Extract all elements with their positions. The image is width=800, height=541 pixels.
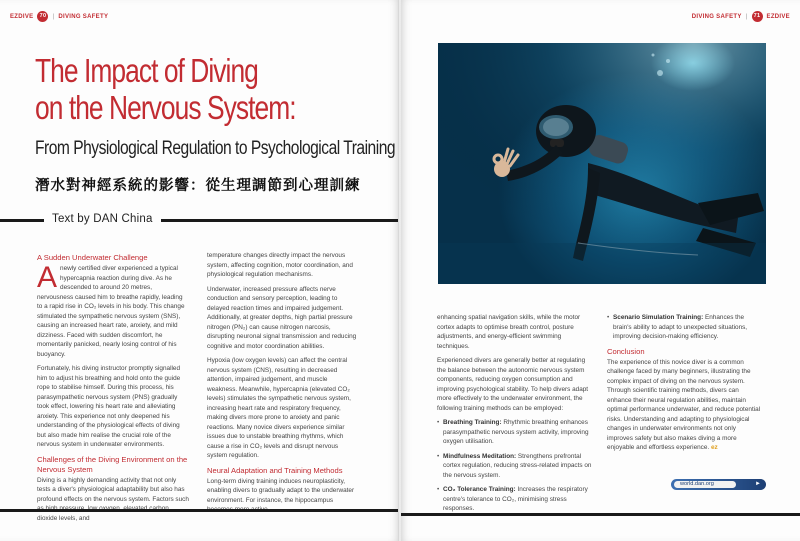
brand-label: EZDIVE <box>766 13 790 20</box>
training-methods-list <box>437 418 592 514</box>
article-title: The Impact of Diving on the Nervous System: <box>35 52 296 126</box>
article-title-chinese: 潛水對神經系統的影響：從生理調節到心理訓練 <box>35 177 361 194</box>
website-link[interactable] <box>671 479 766 490</box>
brand-label: EZDIVE <box>10 13 34 20</box>
list-item: • Mindfulness Meditation: Strengthens prefrontal cortex regulation, reducing stress-related impacts on the nervous system. <box>437 452 592 481</box>
left-page <box>0 0 399 541</box>
right-running-header: DIVING SAFETY | 71 EZDIVE <box>692 11 790 22</box>
bottom-rule <box>0 509 399 512</box>
column-2 <box>207 251 359 520</box>
paragraph: Fortunately, his diving instructor promptly signalled him to adjust his breathing and hold onto the guide rope to stabilise himself. During this process, his parasympathetic nervous system (PNS) gradually took effect, lowering his heart rate and alleviating anxiety. This experience not only deepened his understanding of the physiological effects of diving but also made him realise the crucial role of the nervous system in underwater environments. <box>37 365 181 448</box>
paragraph: Long-term diving training induces neuroplasticity, enabling divers to gradually adapt to the underwater environment. For instance, the hippocampus <box>207 477 355 504</box>
list-item: • Scenario Simulation Training: Enhances the brain's ability to adapt to unexpected situations, improving decision-making efficiency. <box>607 313 763 342</box>
paragraph: Hypoxia (low oxygen levels) can affect the central nervous system (CNS), resulting in decreased attention, impaired judgement, and muscle weakness. Meanwhile, hypercapnia (elevated CO₂ levels) stimulates the sympathetic nervous system, increasing heart rate and respiratory frequency, making divers more prone to anxiety and panic reactions. Many novice divers experience similar issues due to unstable breathing rhythms, which cause a rise in CO₂ levels and disrupt nervous system regulation. <box>207 357 351 459</box>
section-label: DIVING SAFETY <box>58 13 109 20</box>
paragraph: The experience of this novice diver is a common challenge faced by many beginners, illustrating the complex impact of diving on the nervous system. Through scientific training methods, divers can enhance their neural regulation abilities, maintain optimal performance underwater, and reduce potential risks. Understanding and adapting to physiological changes in underwater environments not only improves safety but also makes diving a more enjoyable and effortless experience. <box>607 358 761 451</box>
section-heading: Challenges of the Diving Environment on the Nervous System <box>37 454 188 474</box>
paragraph: Experienced divers are generally better at regulating the balance between the autonomic nervous system components, reducing oxygen consumption and improving psychological stability. To help divers adapt more effectively to the underwater environment, the following training methods can be employed: <box>437 357 589 412</box>
paragraph: temperature changes directly impact the nervous system, affecting cognition, motor coordination, and physiological regulation mechanisms. <box>207 252 353 278</box>
arrow-right-icon: ► <box>755 481 761 487</box>
section-heading: A Sudden Underwater Challenge <box>37 253 148 262</box>
end-mark: ez <box>710 444 718 451</box>
section-heading: Conclusion <box>607 346 645 356</box>
diver-illustration <box>438 43 766 284</box>
page-number: 70 <box>37 11 48 22</box>
column-4 <box>607 313 763 458</box>
paragraph: enhancing spatial navigation skills, while the motor cortex adapts to optimise breath control, posture adjustments, and energy-efficient swimming techniques. <box>437 314 581 350</box>
section-heading: Neural Adaptation and Training Methods <box>207 465 343 475</box>
column-1 <box>37 251 189 528</box>
byline: Text by DAN China <box>44 213 161 225</box>
left-running-header: EZDIVE 70 | DIVING SAFETY <box>10 11 108 22</box>
training-methods-list-cont <box>607 313 763 342</box>
drop-cap: A <box>37 261 58 294</box>
list-item: • CO₂ Tolerance Training: Increases the respiratory centre's tolerance to CO₂, minimising stress responses. <box>437 485 592 514</box>
diver-photo <box>438 43 766 284</box>
paragraph: Underwater, increased pressure affects nerve conduction and sensory perception, leading to delayed reaction times and impaired judgement. Additionally, at greater depths, high partial pressure nitrogen (PN₂) can cause nitrogen narcosis, disrupting neuronal signal transmission and reducing cognitive and motor coordination abilities. <box>207 285 357 350</box>
article-subtitle: From Physiological Regulation to Psychological Training <box>35 138 396 159</box>
section-label: DIVING SAFETY <box>691 13 742 20</box>
website-url: world.dan.org <box>680 481 714 487</box>
paragraph: Diving is a highly demanding activity that not only tests a diver's physiological adaptability but also has profound effects on the nervous system. Factors such dioxide levels, and <box>37 476 189 522</box>
list-item: • Breathing Training: Rhythmic breathing enhances parasympathetic nervous system activity, improving oxygen utilisation. <box>437 418 592 447</box>
page-number: 71 <box>752 11 763 22</box>
paragraph: newly certified diver experienced a typical hypercapnia reaction during dive. As he descended to around 20 metres, nervousness caused him to breathe rapidly, leading to a rapid rise in CO₂ levels in his body. This change stimulated the sympathetic nervous system (SNS), causing an increased heart rate, anxiety, and mild dizziness. Faced with sudden discomfort, he momentarily panicked, nearly losing control of his buoyancy. <box>37 265 185 358</box>
column-3 <box>437 313 592 519</box>
